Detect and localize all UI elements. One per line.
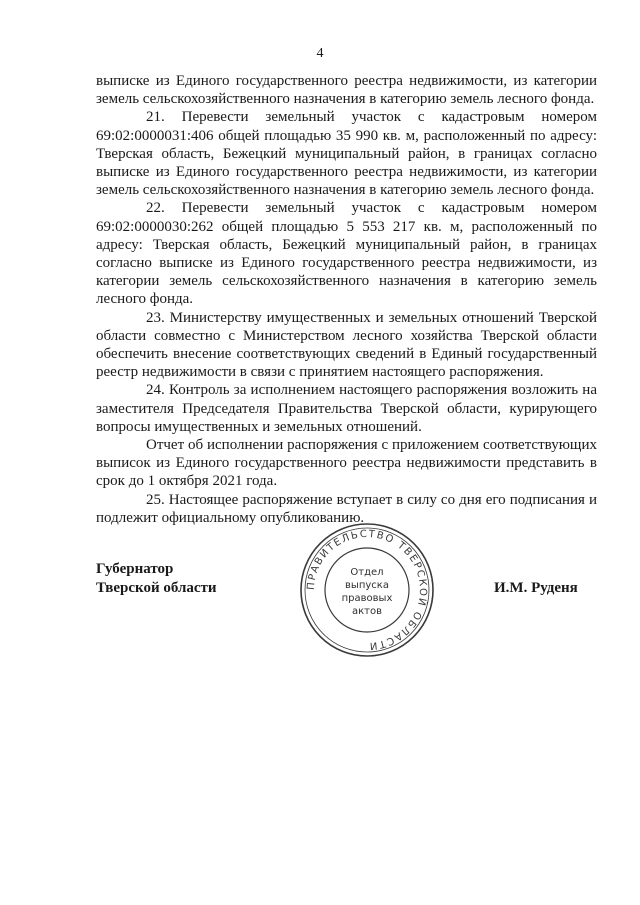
signatory-title-line: Тверской области bbox=[96, 580, 217, 596]
official-stamp bbox=[297, 520, 437, 660]
document-body bbox=[96, 72, 597, 527]
stamp-line: актов bbox=[351, 606, 382, 617]
paragraph: 22. Перевести земельный участок с кадастровым номером 69:02:0000030:262 общей площадью 5 553 217 кв. м, расположенный по адресу: Тверская область, Бежецкий муниципальный район, в границах согласно выписке из Единого государственного реестра недвижимости, из категории земель сельскохозяйственного назначения в категорию земель лесного фонда. bbox=[96, 200, 597, 308]
page-number: 4 bbox=[316, 46, 324, 61]
paragraph: 25. Настоящее распоряжение вступает в силу со дня его подписания и подлежит официальному опубликованию. bbox=[96, 491, 597, 526]
stamp-inner-text bbox=[327, 566, 407, 618]
paragraph: 23. Министерству имущественных и земельных отношений Тверской области совместно с Министерством лесного хозяйства Тверской области обеспечить внесение соответствующих сведений в Единый государственный реестр недвижимости в связи с принятием настоящего распоряжения. bbox=[96, 309, 597, 381]
paragraph: 21. Перевести земельный участок с кадастровым номером 69:02:0000031:406 общей площадью 35 990 кв. м, расположенный по адресу: Тверская область, Бежецкий муниципальный район, в границах согласно выписке из Единого государственного реестра недвижимости, из категории земель сельскохозяйственного назначения в категорию земель лесного фонда. bbox=[96, 109, 597, 199]
stamp-ring-text: ПРАВИТЕЛЬСТВО ТВЕРСКОЙ ОБЛАСТИ bbox=[305, 528, 429, 652]
stamp-line: Отдел bbox=[350, 567, 384, 578]
signatory-name: И.М. Руденя bbox=[494, 580, 578, 596]
paragraph: 24. Контроль за исполнением настоящего распоряжения возложить на заместителя Председателя Правительства Тверской области, курирующего вопросы имущественных и земельных отношений. bbox=[96, 382, 597, 435]
signatory-title-line: Губернатор bbox=[96, 561, 174, 577]
stamp-line: выпуска bbox=[345, 580, 389, 591]
stamp-line: правовых bbox=[341, 593, 393, 604]
signatory-title bbox=[96, 560, 217, 598]
paragraph: выписке из Единого государственного реестра недвижимости, из категории земель сельскохозяйственного назначения в категорию земель лесного фонда. bbox=[96, 73, 597, 108]
paragraph: Отчет об исполнении распоряжения с приложением соответствующих выписок из Единого государственного реестра недвижимости представить в срок до 1 октября 2021 года. bbox=[96, 437, 597, 490]
